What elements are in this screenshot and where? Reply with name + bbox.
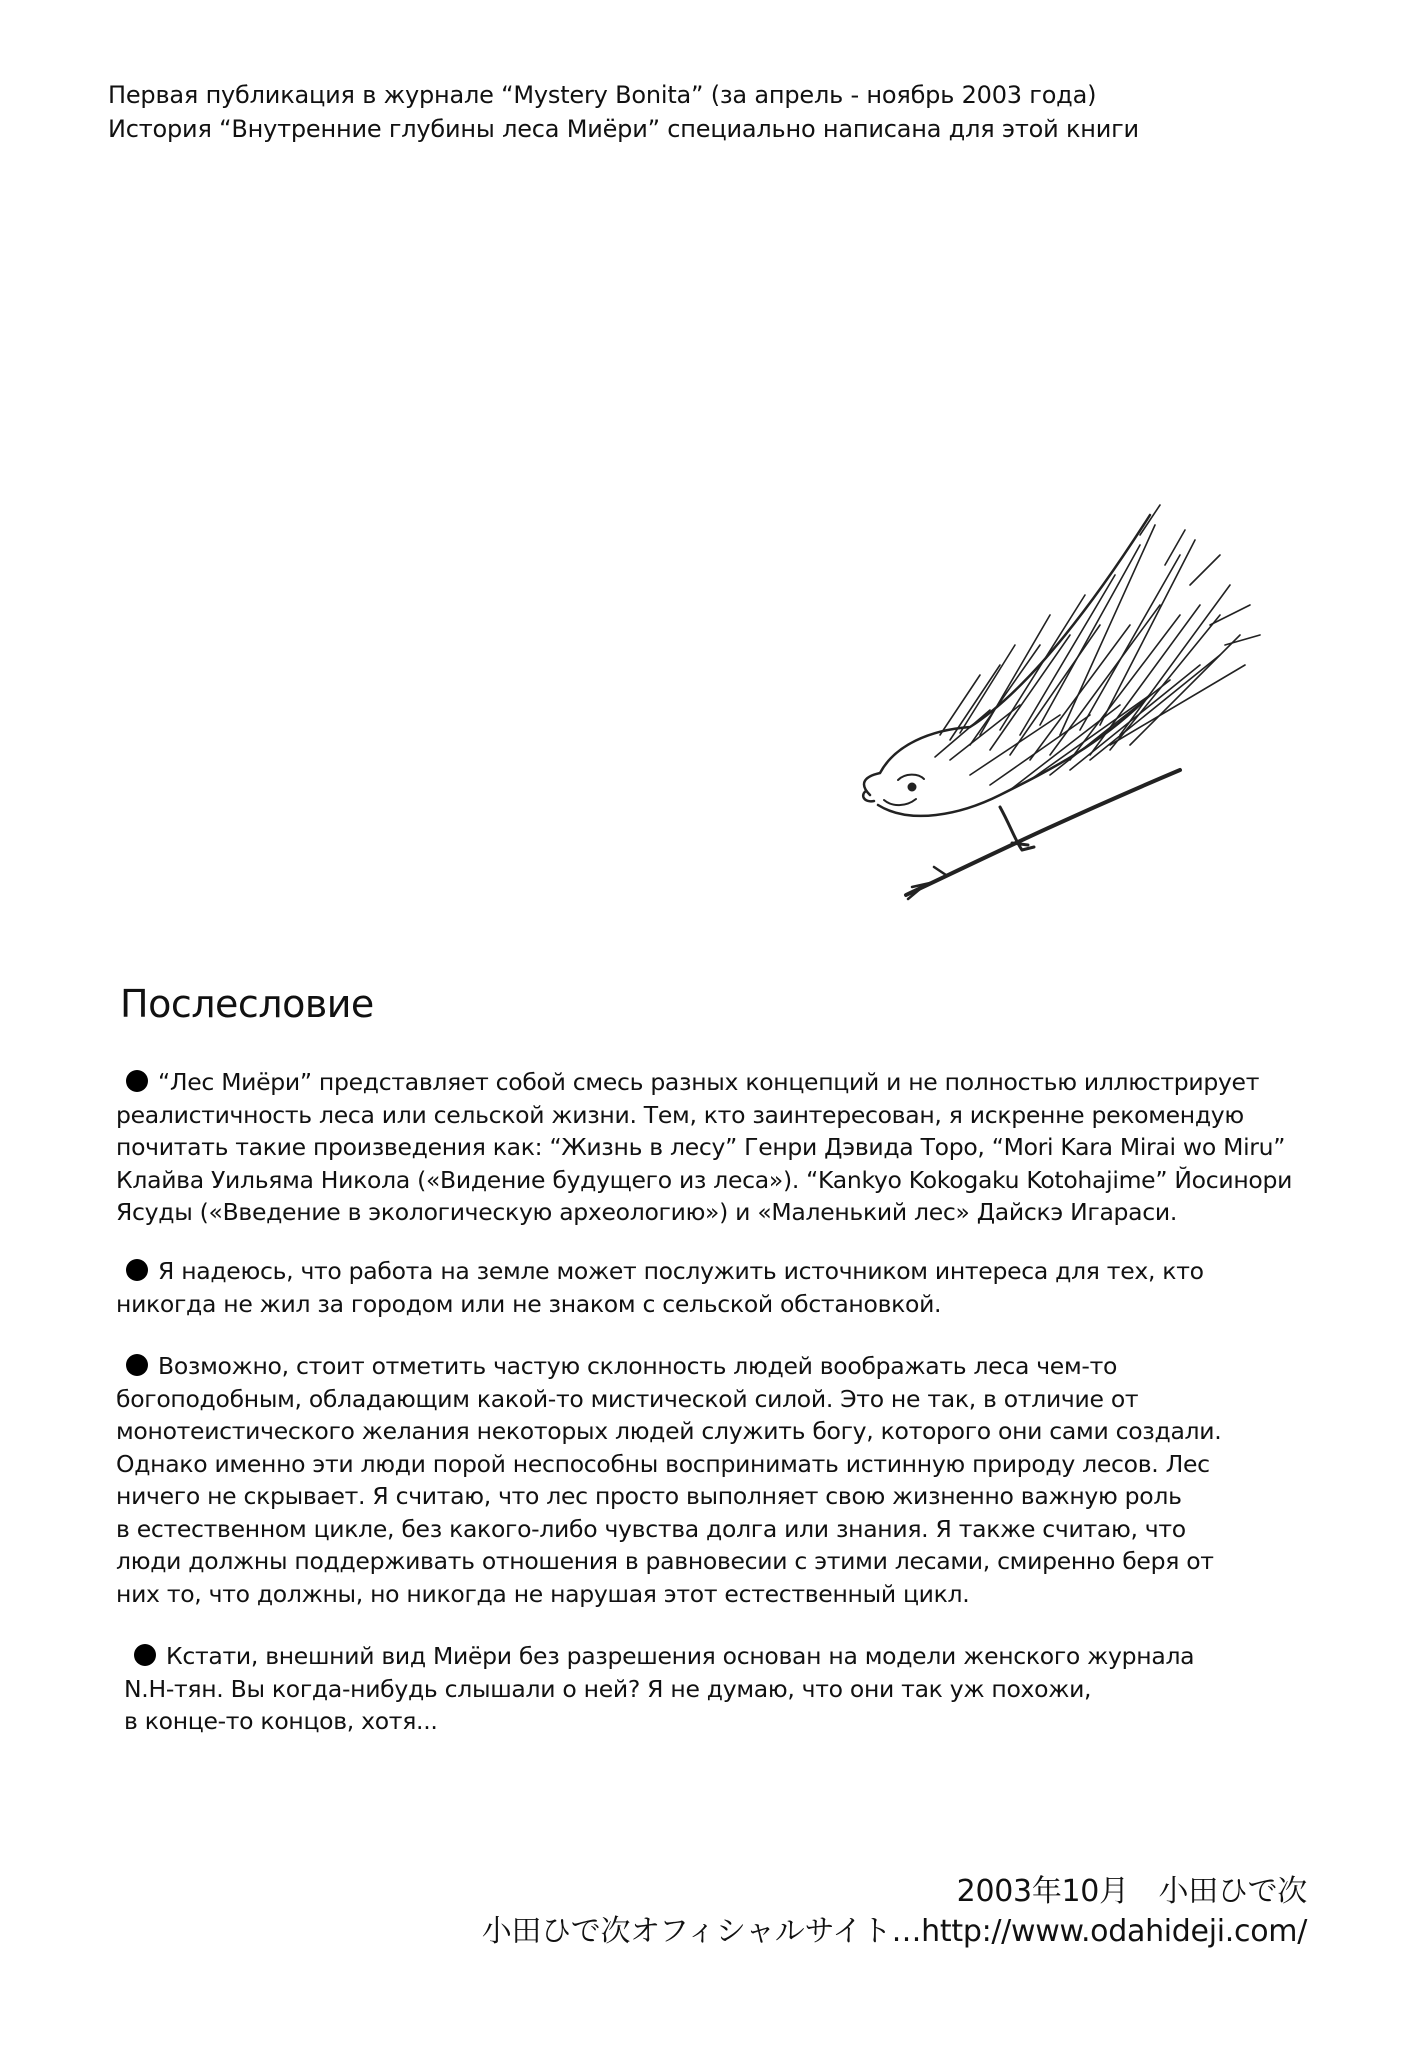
paragraph-line: почитать такие произведения как: “Жизнь в лесу” Генри Дэвида Торо, “Mori Kara Mirai wo Miru” — [116, 1133, 1286, 1161]
paragraph-line: люди должны поддерживать отношения в равновесии с этими лесами, смиренно беря от — [116, 1547, 1214, 1575]
paragraph-line: Клайва Уильяма Никола («Видение будущего из леса»). “Kankyo Kokogaku Kotohajime” Йосинори — [116, 1165, 1293, 1194]
paragraph-line: Ясуды («Введение в экологическую археологию») и «Маленький лес» Дайскэ Игараси. — [116, 1198, 1178, 1226]
publication-note-line-1: Первая публикация в журнале “Mystery Bonita” (за апрель - ноябрь 2003 года) — [108, 81, 1097, 109]
bullet-icon — [126, 1354, 148, 1376]
paragraph-line: ничего не скрывает. Я считаю, что лес просто выполняет свою жизненно важную роль — [116, 1482, 1182, 1510]
paragraph-line: Возможно, стоит отметить частую склонность людей воображать леса чем-то — [116, 1350, 1356, 1383]
paragraph-line: “Лес Миёри” представляет собой смесь разных концепций и не полностью иллюстрирует — [116, 1066, 1356, 1099]
afterword-title: Послесловие — [120, 982, 374, 1026]
bullet-icon — [134, 1644, 156, 1666]
paragraph-line: никогда не жил за городом или не знаком с сельской обстановкой. — [116, 1289, 942, 1318]
afterword-paragraph-2 — [116, 1255, 1356, 1320]
paragraph-line: них то, что должны, но никогда не нарушая этот естественный цикл. — [116, 1579, 970, 1608]
footer-date-author: 2003年10月 小田ひで次 — [956, 1874, 1307, 1909]
paragraph-line: в конце-то концов, хотя... — [124, 1707, 438, 1735]
paragraph-line: реалистичность леса или сельской жизни. Тем, кто заинтересован, я искренне рекомендую — [116, 1100, 1244, 1129]
publication-note-line-2: История “Внутренние глубины леса Миёри” специально написана для этой книги — [108, 115, 1139, 143]
bullet-icon — [126, 1070, 148, 1092]
paragraph-line: Однако именно эти люди порой неспособны воспринимать истинную природу лесов. Лес — [116, 1449, 1210, 1478]
paragraph-line: богоподобным, обладающим какой-то мистической силой. Это не так, в отличие от — [116, 1384, 1139, 1413]
paragraph-line: N.H-тян. Вы когда-нибудь слышали о ней? Я не думаю, что они так уж похожи, — [124, 1674, 1092, 1703]
hedgehog-on-branch-drawing-icon — [850, 495, 1270, 905]
paragraph-line: в естественном цикле, без какого-либо чувства долга или знания. Я также считаю, что — [116, 1514, 1186, 1543]
publication-note — [108, 78, 1328, 146]
afterword-paragraph-3 — [116, 1350, 1356, 1610]
footer — [482, 1872, 1307, 1952]
afterword-paragraph-1 — [116, 1066, 1356, 1229]
paragraph-line: Кстати, внешний вид Миёри без разрешения основан на модели женского журнала — [124, 1640, 1364, 1673]
paragraph-line: монотеистического желания некоторых людей служить богу, которого они сами создали. — [116, 1417, 1222, 1445]
bullet-icon — [126, 1259, 148, 1281]
footer-official-site: 小田ひで次オフィシャルサイト…http://www.odahideji.com/ — [481, 1914, 1307, 1949]
afterword-paragraph-4 — [124, 1640, 1364, 1738]
paragraph-line: Я надеюсь, что работа на земле может послужить источником интереса для тех, кто — [116, 1255, 1356, 1288]
